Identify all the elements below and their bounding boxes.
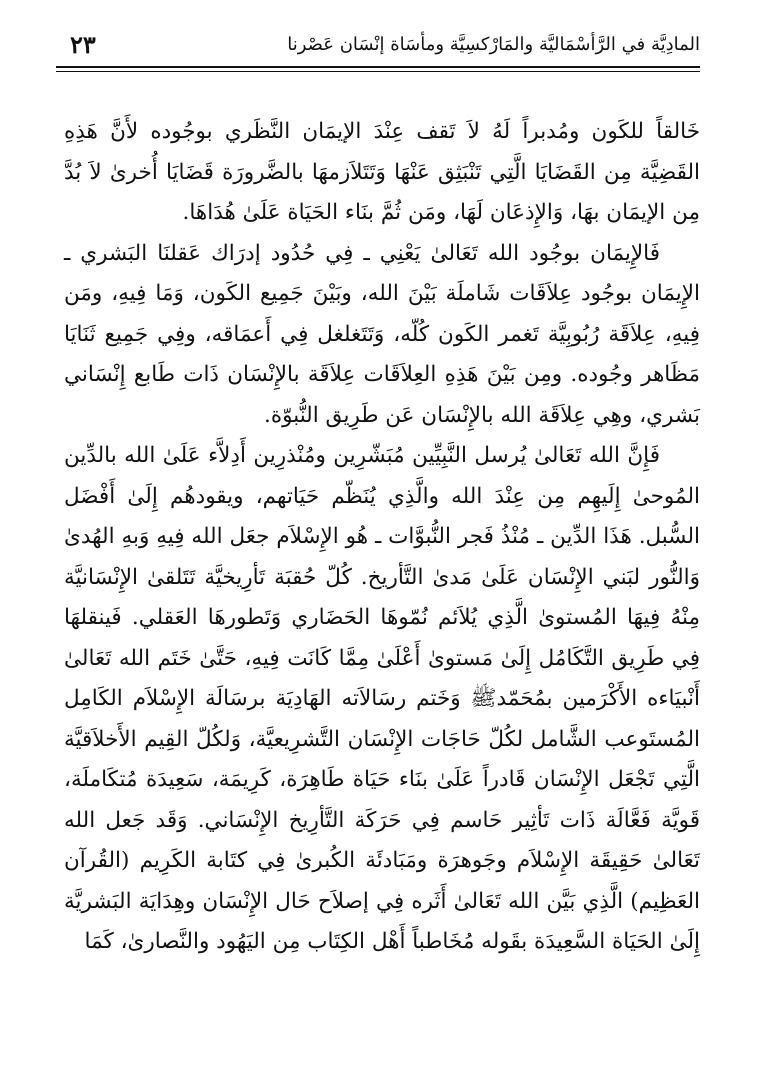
paragraph: فَإِنَّ الله تَعَالىٰ يُرسل النَّبِيِّين مُبَشّرِين ومُنْذرِين أَدِلاَّء عَلَىٰ الله بالدِّين المُوحىٰ إِلَيهِم مِن عِنْدَ الله والَّذِي يُنَظّم حَيَاتهم، ويقودهُم إِلَىٰ أَفْضَل السُّبل. هَذَا الدِّين ـ مُنْذُ فَجر النُّبوَّات ـ هُو الإِسْلاَم جعَل الله فِيهِ وَبهِ الهُدىٰ وَالنُّور لبَني الإِنْسَان عَلَىٰ مَدىٰ التَّأريخ. كُلّ حُقبَة تَأرِيخيَّة تَتَلقىٰ الإِنْسَانيَّة مِنْهُ فِيهَا المُستوىٰ الَّذِي يُلاَئم نُمّوهَا الحَضَاري وَتَطورهَا العَقلي. فَينقلهَا فِي طَرِيق التَّكَامُل إِلَىٰ مَستوىٰ أَعْلَىٰ مِمَّا كَانَت فِيهِ، حَتَّىٰ خَتَم الله تَعَالىٰ أَنْبيَاءه الأَكْرَمين بمُحَمّدﷺ وَخَتم رسَالاَته الهَادِيَة برسَالَة الإِسْلاَم الكَامِل المُستَوعب الشَّامل لكُلّ حَاجَات الإِنْسَان التَّشرِيعيَّة، وَلكُلّ القِيم الأَخلاَقيَّة الَّتِي تَجْعَل الإِنْسَان قَادراً عَلَىٰ بنَاء حَيَاة طَاهِرَة، كَرِيمَة، سَعِيدَة مُتكَاملَة، قَويَّة فَعَّالَة ذَات تَأثِير حَاسم فِي حَرَكَة التَّأرِيخ الإِنْسَاني. وَقَد جَعل الله تَعَالىٰ حَقِيقَة الإِسْلاَم وجَوهرَة ومَبَادئَة الكُبرىٰ فِي كتَابة الكَرِيم (القُرآن العَظِيم) الَّذِي بَيَّن الله تَعَالىٰ أَثَره فِي إصلاَح حَال الإِنْسَان وهِدَايَة البَشريَّة إِلَىٰ الحَيَاة السَّعِيدَة بقَوله مُخَاطباً أَهْل الكِتَاب مِن اليَهُود والنَّصارىٰ، كَمَا: [64, 443, 700, 954]
paragraph: فَالإِيمَان بوجُود الله تَعَالىٰ يَعْنِي ـ فِي حُدُود إدرَاك عَقلنَا البَشري ـ الإِيمَان بوجُود عِلاَقَات شَاملَة بَيْنَ الله، وبَيْنَ جَمِيع الكَون، وَمَا فِيهِ، ومَن فِيهِ، عِلاَقَة رُبُوبِيَّة تَغمر الكَون كُلّه، وَتَتَغلغل فِي أَعمَاقه، وفِي جَمِيع ثَنَايَا مَظَاهر وجُوده. ومِن بَيْنَ هَذِهِ العِلاَقَات عِلاَقَة بالإِنْسَان ذَات طَابع إِنْسَاني بَشري، وهِي عِلاَقَة الله بالإِنْسَان عَن طَرِيق النُّبوّة.: [64, 240, 700, 428]
header-title: المادِيَّة في الرَّأسْمَاليَّة والمَارْكسِيَّة ومأسَاة إنْسَان عَصْرنا: [287, 34, 700, 55]
header-rule: [56, 66, 700, 68]
header-rule-thin: [56, 71, 700, 72]
body-text: [64, 112, 700, 963]
paragraph: خَالقاً للكَون ومُدبراً لَهُ لاَ تَقف عِنْدَ الإيمَان النَّظَري بوجُوده لأَنَّ هَذِهِ القَضِيَّة مِن القَضَايَا الَّتِي تَنْبَثِق عَنْهَا وَتَتَلاَزمهَا بالضَّرورَة قَضَايَا أُخرىٰ لاَ بُدَّ مِن الإيمَان بهَا، وَالإِذعَان لَهَا، ومَن ثُمَّ بنَاء الحَيَاة عَلَىٰ هُدَاهَا.: [64, 119, 700, 225]
page-number: ٢٣: [70, 30, 96, 59]
running-header: [64, 28, 700, 68]
